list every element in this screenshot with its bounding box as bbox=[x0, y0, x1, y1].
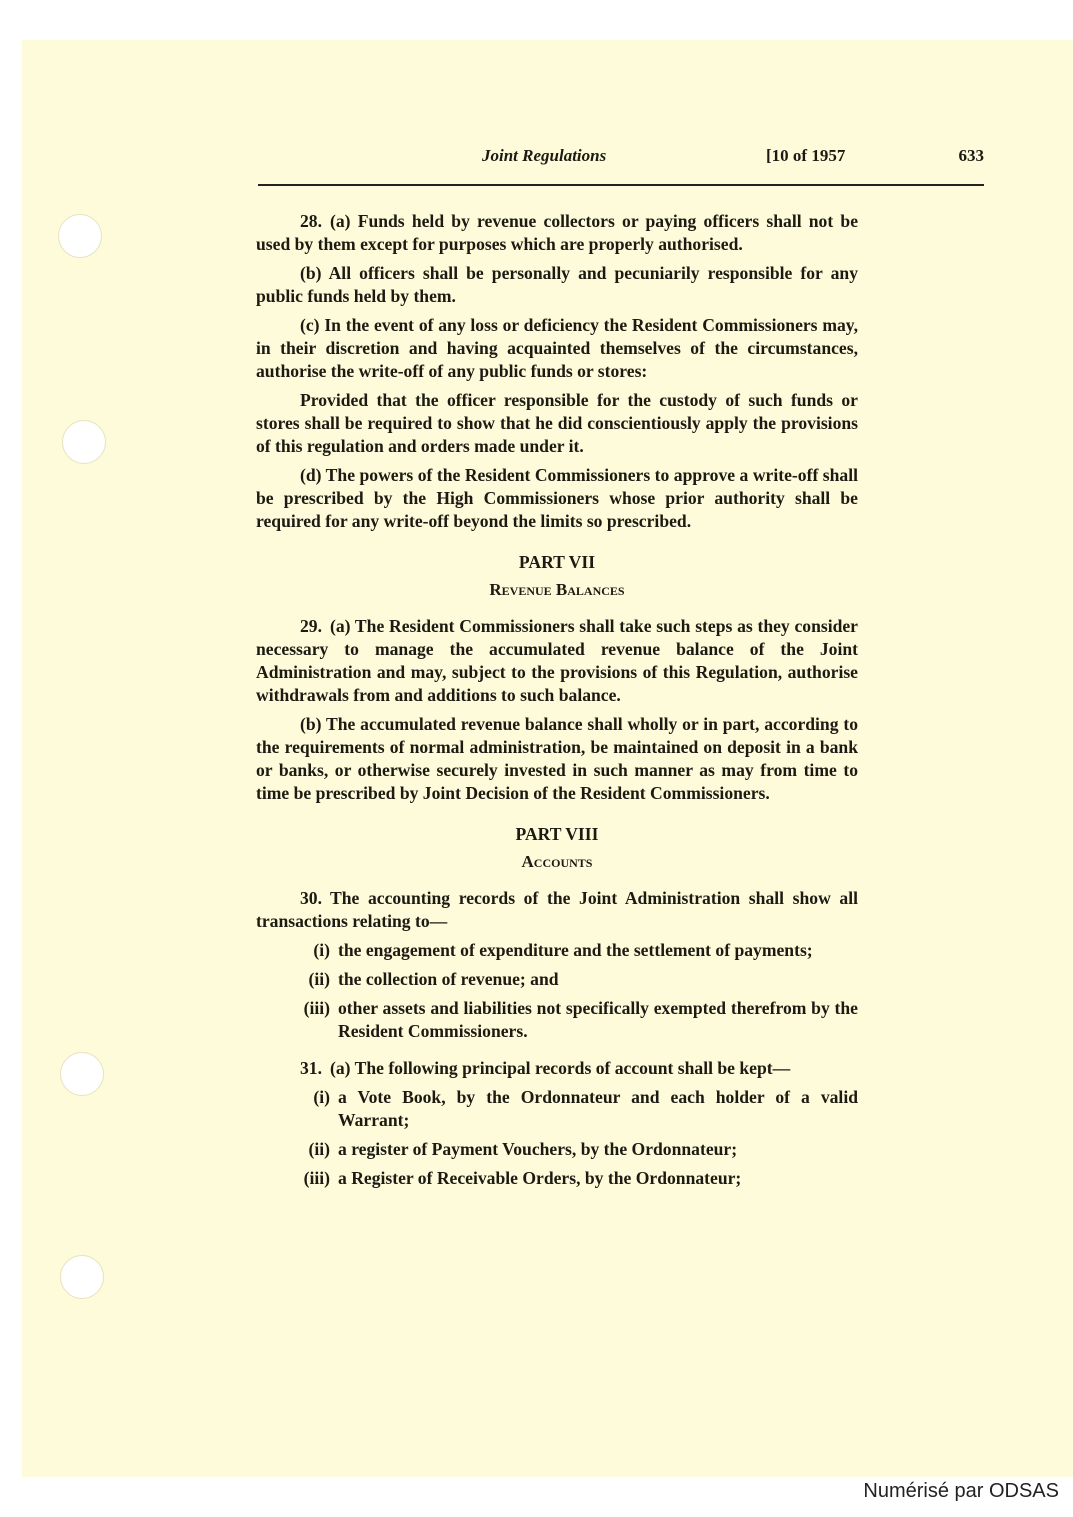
list-item bbox=[256, 968, 858, 991]
section-29-b: (b) The accumulated revenue balance shall wholly or in part, according to the requirements of normal administration, be maintained on deposit in a bank or banks, or otherwise securely invested in such manner as may from time to time be prescribed by Joint Decision of the Resident Commissioners. bbox=[256, 714, 858, 803]
item-text: a Vote Book, by the Ordonnateur and each holder of a valid Warrant; bbox=[338, 1087, 858, 1130]
page-number: 633 bbox=[958, 146, 984, 165]
part-vii-heading: PART VII bbox=[518, 552, 596, 572]
digitization-credit: Numérisé par ODSAS bbox=[863, 1480, 1059, 1502]
list-item bbox=[256, 997, 858, 1043]
item-number: (i) bbox=[313, 1087, 330, 1107]
paragraph-text: (a) The Resident Commissioners shall take such steps as they consider necessary to manage the accumulated revenue balance of the Joint Administration and may, subject to the provisions of this Regulation, authorise withdrawals from and additions to such balance. bbox=[256, 616, 858, 705]
punch-hole-4 bbox=[60, 1255, 104, 1299]
section-31-intro bbox=[256, 1057, 858, 1080]
paragraph-text: (a) Funds held by revenue collectors or paying officers shall not be used by them except for purposes which are properly authorised. bbox=[256, 211, 858, 254]
item-number: (i) bbox=[313, 940, 330, 960]
section-28-c: (c) In the event of any loss or deficiency the Resident Commissioners may, in their discretion and having acquainted themselves of the circumstances, authorise the write-off of any public funds or stores: bbox=[256, 315, 858, 381]
section-number: 31. bbox=[300, 1058, 322, 1078]
section-28-proviso: Provided that the officer responsible for the custody of such funds or stores shall be required to show that he did conscientiously apply the provisions of this regulation and orders made under it. bbox=[256, 390, 858, 456]
section-28-d: (d) The powers of the Resident Commissioners to approve a write-off shall be prescribed by the High Commissioners whose prior authority shall be required for any write-off beyond the limits so prescribed. bbox=[256, 465, 858, 531]
section-30-intro bbox=[256, 887, 858, 933]
item-number: (iii) bbox=[303, 998, 330, 1018]
paragraph-text: (a) The following principal records of account shall be kept— bbox=[330, 1058, 791, 1078]
punch-hole-3 bbox=[60, 1052, 104, 1096]
section-29-a bbox=[256, 615, 858, 707]
punch-hole-2 bbox=[62, 420, 106, 464]
item-text: the engagement of expenditure and the settlement of payments; bbox=[338, 940, 813, 960]
item-number: (ii) bbox=[308, 1139, 330, 1159]
header-act-reference: [10 of 1957 bbox=[766, 146, 846, 165]
item-text: other assets and liabilities not specifically exempted therefrom by the Resident Commissioners. bbox=[338, 998, 858, 1041]
item-number: (iii) bbox=[303, 1168, 330, 1188]
item-number: (ii) bbox=[308, 969, 330, 989]
section-number: 30. bbox=[300, 888, 322, 908]
section-number: 29. bbox=[300, 616, 322, 636]
document-body bbox=[256, 210, 858, 1196]
part-viii-heading: PART VIII bbox=[515, 824, 599, 844]
spacer bbox=[256, 1049, 858, 1057]
list-item bbox=[256, 1138, 858, 1161]
section-28-a bbox=[256, 210, 858, 256]
list-item bbox=[256, 1086, 858, 1132]
part-viii-subheading: Accounts bbox=[521, 852, 593, 871]
item-text: the collection of revenue; and bbox=[338, 969, 559, 989]
item-text: a Register of Receivable Orders, by the Ordonnateur; bbox=[338, 1168, 742, 1188]
section-number: 28. bbox=[300, 211, 322, 231]
section-28-b: (b) All officers shall be personally and pecuniarily responsible for any public funds held by them. bbox=[256, 263, 858, 306]
list-item bbox=[256, 1167, 858, 1190]
part-vii-subheading: Revenue Balances bbox=[489, 580, 625, 599]
list-item bbox=[256, 939, 858, 962]
punch-hole-1 bbox=[58, 214, 102, 258]
item-text: a register of Payment Vouchers, by the Ordonnateur; bbox=[338, 1139, 738, 1159]
paragraph-text: The accounting records of the Joint Administration shall show all transactions relating to— bbox=[256, 888, 858, 931]
running-header bbox=[258, 142, 984, 186]
header-title: Joint Regulations bbox=[482, 146, 607, 165]
